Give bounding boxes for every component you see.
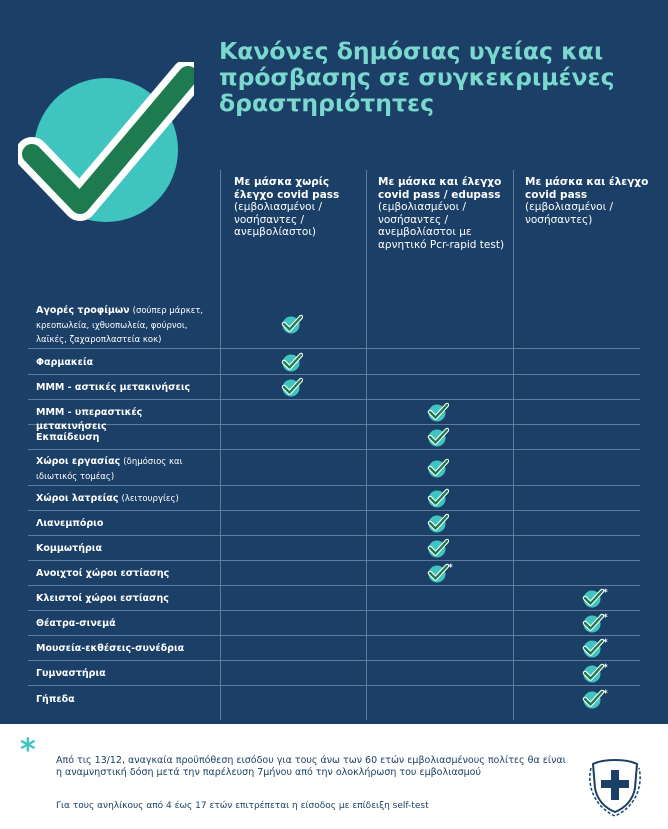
- row-label-main: Ανοιχτοί χώροι εστίασης: [36, 568, 170, 579]
- row-label-main: Μουσεία-εκθέσεις-συνέδρια: [36, 643, 185, 654]
- page-title: Κανόνες δημόσιας υγείας και πρόσβασης σε συγκεκριμένες δραστηριότητες: [219, 37, 615, 117]
- column-header-sub: (εμβολιασμένοι / νοσήσαντες / ανεμβολίαστοι): [234, 201, 322, 238]
- row-label: [36, 693, 216, 707]
- table-row: [28, 300, 640, 349]
- table-row: [28, 561, 640, 586]
- column-header-sub: (εμβολιασμένοι / νοσήσαντες / ανεμβολίαστοι με αρνητικό Pcr-rapid test): [378, 201, 505, 251]
- row-label-main: Χώροι λατρείας: [36, 493, 119, 504]
- row-label-main: Φαρμακεία: [36, 357, 94, 368]
- asterisk-mark: *: [603, 613, 608, 623]
- checkmark-icon: [582, 612, 604, 634]
- checkmark-icon: [582, 587, 604, 609]
- footer-panel: [0, 724, 668, 829]
- row-label: [36, 304, 216, 348]
- table-row: [28, 450, 640, 486]
- table-row: [28, 375, 640, 400]
- row-label: [36, 567, 216, 581]
- column-header-sub: (εμβολιασμένοι /νοσήσαντες): [525, 201, 613, 226]
- row-label: [36, 431, 216, 445]
- column-header-bold: Με μάσκα χωρίς έλεγχο covid pass: [234, 176, 340, 201]
- asterisk-mark: *: [448, 563, 453, 573]
- checkmark-icon: [582, 662, 604, 684]
- column-header-pass-edupass: [378, 176, 508, 251]
- footnote-asterisk: *: [20, 733, 36, 768]
- table-row: [28, 424, 640, 450]
- row-label-main: Κομμωτήρια: [36, 543, 102, 554]
- asterisk-mark: *: [603, 689, 608, 699]
- row-label-sub: (σούπερ μάρκετ, κρεοπωλεία, ιχθυοπωλεία, φούρνοι, λαϊκές, ζαχαροπλαστεία κοκ): [36, 306, 204, 345]
- asterisk-mark: *: [603, 663, 608, 673]
- column-header-bold: Με μάσκα και έλεγχο covid pass / edupass: [378, 176, 502, 201]
- checkmark-icon: [582, 688, 604, 710]
- row-label-sub: (δημόσιος και ιδιωτικός τομέας): [36, 457, 183, 482]
- table-row: [28, 400, 640, 432]
- column-header-no-pass: [234, 176, 359, 239]
- column-header-bold: Με μάσκα και έλεγχο covid pass: [525, 176, 649, 201]
- row-label-main: ΜΜΜ - υπεραστικές μετακινήσεις: [36, 407, 143, 432]
- column-header-pass-vaccinated: [525, 176, 650, 226]
- row-label-main: Αγορές τροφίμων: [36, 305, 130, 316]
- table-row: [28, 586, 640, 611]
- row-label-main: Γήπεδα: [36, 694, 75, 705]
- row-label: [36, 356, 216, 370]
- table-row: [28, 511, 640, 536]
- row-label: [36, 381, 216, 395]
- row-label: [36, 642, 216, 656]
- footnote-booster: Από τις 13/12, αναγκαία προϋπόθεση εισόδου για τους άνω των 60 ετών εμβολιασμένους πολίτες θα είναι η αναμνηστική δόση μετά την παρέλευση 7μήνου από την ολοκλήρωση του εμβολιασμού: [56, 755, 566, 778]
- row-label: [36, 492, 216, 507]
- checkmark-icon: [427, 401, 449, 423]
- asterisk-mark: *: [603, 588, 608, 598]
- row-label-main: Εκπαίδευση: [36, 432, 100, 443]
- checkmark-icon: [427, 562, 449, 584]
- row-label: [36, 455, 216, 484]
- row-label: [36, 592, 216, 606]
- checkmark-icon: [427, 426, 449, 448]
- checkmark-icon: [281, 376, 303, 398]
- checkmark-icon: [427, 537, 449, 559]
- row-label-main: Γυμναστήρια: [36, 668, 106, 679]
- row-label: [36, 517, 216, 531]
- row-label-main: ΜΜΜ - αστικές μετακινήσεις: [36, 382, 191, 393]
- table-row: [28, 486, 640, 511]
- checkmark-icon: [582, 637, 604, 659]
- table-row: [28, 686, 640, 712]
- row-label-main: Κλειστοί χώροι εστίασης: [36, 593, 169, 604]
- table-row: [28, 350, 640, 375]
- row-label: [36, 667, 216, 681]
- checkmark-icon: [281, 313, 303, 335]
- checkmark-icon: [281, 351, 303, 373]
- footnote-minors: Για τους ανηλίκους από 4 έως 17 ετών επιτρέπεται η είσοδος με επίδειξη self-test: [56, 801, 429, 811]
- checkmark-icon: [427, 487, 449, 509]
- row-label: [36, 617, 216, 631]
- row-label: [36, 542, 216, 556]
- checkmark-icon: [427, 457, 449, 479]
- table-row: [28, 611, 640, 636]
- row-label-sub: (λειτουργίες): [121, 494, 179, 504]
- asterisk-mark: *: [603, 638, 608, 648]
- table-row: [28, 661, 640, 686]
- row-label-main: Θέατρα-σινεμά: [36, 618, 116, 629]
- table-row: [28, 536, 640, 561]
- greek-emblem-icon: [585, 754, 645, 818]
- row-label-main: Λιανεμπόριο: [36, 518, 104, 529]
- row-label-main: Χώροι εργασίας: [36, 456, 121, 467]
- checkmark-icon: [427, 512, 449, 534]
- big-checkmark-icon: [18, 62, 194, 238]
- table-row: [28, 636, 640, 661]
